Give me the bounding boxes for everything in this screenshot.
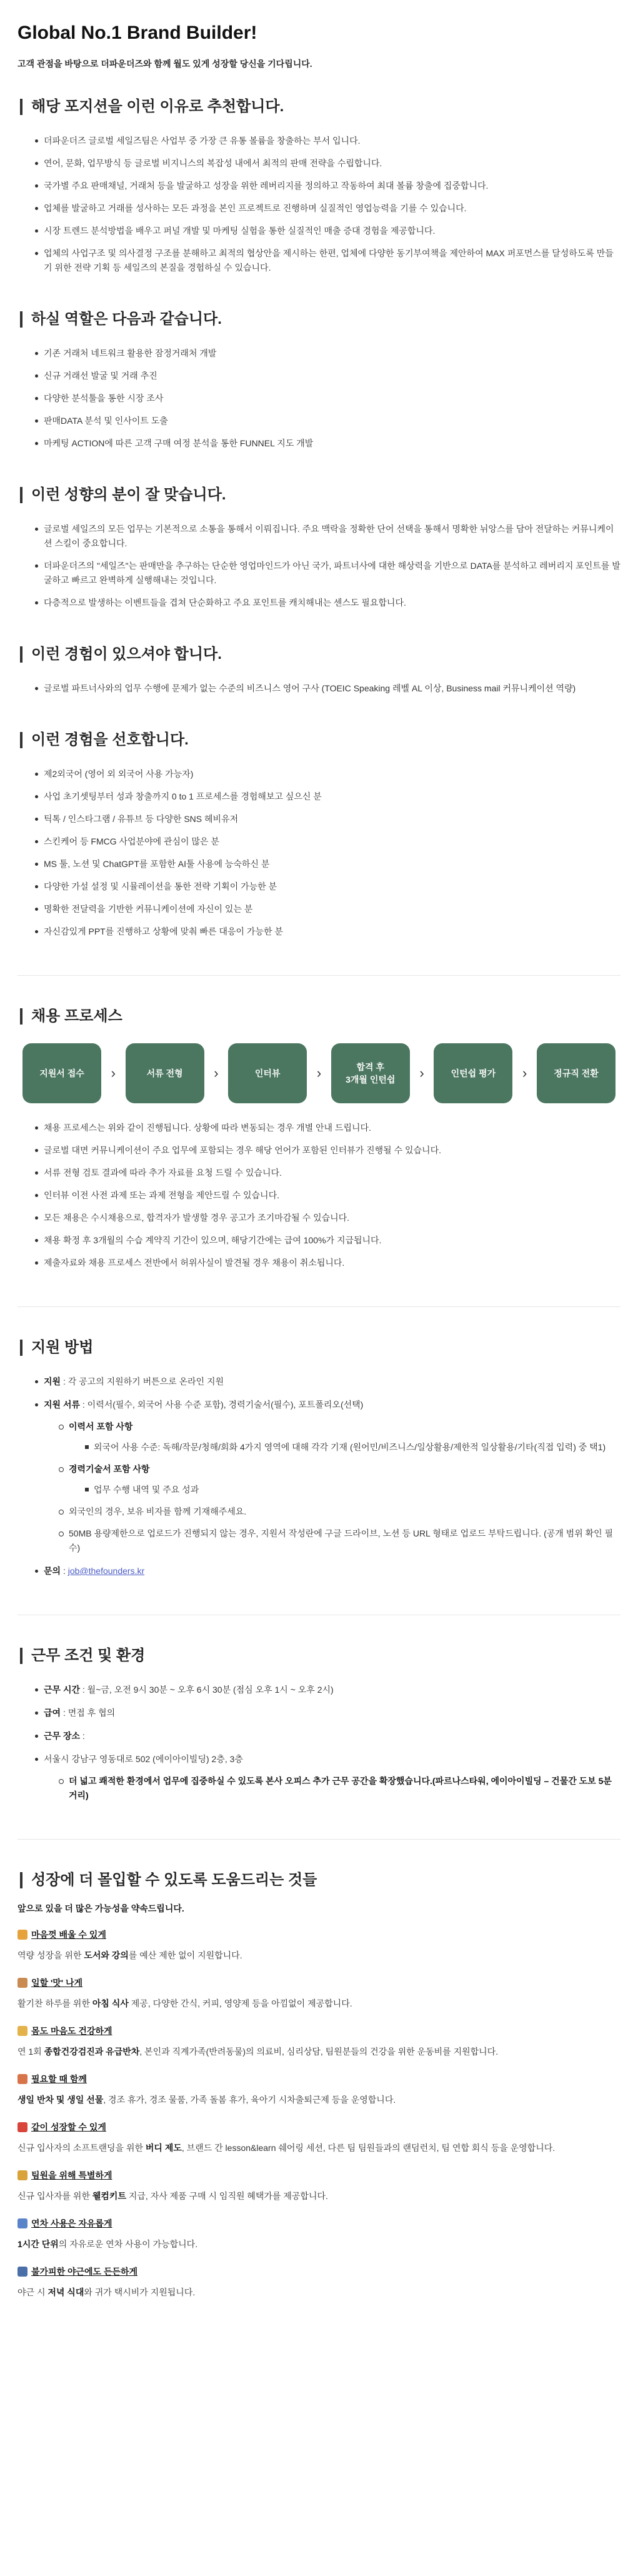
list-item: 채용 프로세스는 위와 같이 진행됩니다. 상황에 따라 변동되는 경우 개별 안내 드립니다. [35,1121,621,1135]
section-fit [17,487,621,610]
process-notes [17,1121,621,1270]
list-item: 제2외국어 (영어 외 외국어 사용 가능자) [35,767,621,781]
role-list [17,346,621,451]
benefit-description: 생일 반차 및 생일 선물, 경조 휴가, 경조 물품, 가족 돌봄 휴가, 육아기 시차출퇴근제 등을 운영합니다. [17,2095,396,2105]
chevron-right-icon: › [419,1065,424,1081]
benefit-title: 마음껏 배울 수 있게 [17,1928,621,1941]
process-step-internship: 합격 후 3개월 인턴쉽 [331,1043,410,1103]
benefit-item [17,2121,621,2155]
list-item: 다양한 분석툴을 통한 시장 조사 [35,391,621,406]
section-divider [17,1306,621,1307]
section-role [17,311,621,451]
list-item: 업체의 사업구조 및 의사결정 구조를 분해하고 최적의 협상안을 제시하는 한편, 업체에 다양한 동기부여책을 제안하여 MAX 퍼포먼스를 달성하도록 만들기 위한 전략 기획 등 세일즈의 본질을 경험하실 수 있습니다. [35,246,621,275]
benefit-item [17,2217,621,2252]
list-item: 경력기술서 포함 사항 업무 수행 내역 및 주요 성과 [59,1462,621,1497]
list-item: 글로벌 대면 커뮤니케이션이 주요 업무에 포함되는 경우 해당 언어가 포함된 인터뷰가 진행될 수 있습니다. [35,1143,621,1158]
list-item: 틱톡 / 인스타그램 / 유튜브 등 다양한 SNS 헤비유저 [35,812,621,826]
calendar-icon [17,2218,27,2228]
fist-icon [17,2026,27,2036]
list-item: 외국어 사용 수준: 독해/작문/청해/회화 4가지 영역에 대해 각각 기재 (원어민/비즈니스/일상활용/제한적 일상활용/기타(직접 입력) 중 택1) [85,1440,621,1455]
list-item: 명확한 전달력을 기반한 커뮤니케이션에 자신이 있는 분 [35,902,621,916]
process-step-apply: 지원서 접수 [22,1043,101,1103]
page-title: Global No.1 Brand Builder! [17,23,257,43]
list-item: 더파운더즈 글로벌 세일즈팀은 사업부 중 가장 큰 유통 볼륨을 창출하는 부서 입니다. [35,134,621,148]
list-item: 서류 전형 검토 결과에 따라 추가 자료를 요청 드릴 수 있습니다. [35,1166,621,1180]
benefit-title: 일할 '맛' 나게 [17,1977,621,1989]
list-item: 급여 : 면접 후 협의 [35,1706,621,1720]
list-item: 이력서 포함 사항 외국어 사용 수준: 독해/작문/청해/회화 4가지 영역에 대해 각각 기재 (원어민/비즈니스/일상활용/제한적 일상활용/기타(직접 입력) 중 택1) [59,1420,621,1455]
chevron-right-icon: › [522,1065,527,1081]
benefit-description: 야근 시 저녁 식대와 귀가 택시비가 지원됩니다. [17,2287,196,2297]
benefit-description: 신규 입사자를 위한 웰컴키트 지급, 자사 제품 구매 시 임직원 혜택가를 제공합니다. [17,2191,328,2201]
list-item: 신규 거래선 발굴 및 거래 추진 [35,369,621,383]
reason-list [17,134,621,275]
section-title: 지원 방법 [20,1340,621,1356]
section-preferred [17,732,621,939]
fit-list [17,522,621,610]
list-item: 더 넓고 쾌적한 환경에서 업무에 집중하실 수 있도록 본사 오피스 추가 근무 공간을 확장했습니다.(파르나스타워, 에이아이빌딩 – 건물간 도보 5분 거리) [59,1774,621,1803]
section-apply [17,1340,621,1578]
chevron-right-icon: › [214,1065,219,1081]
list-item: 업무 수행 내역 및 주요 성과 [85,1483,621,1497]
list-item: 다층적으로 발생하는 이벤트들을 겹쳐 단순화하고 주요 포인트를 캐치해내는 센스도 필요합니다. [35,596,621,610]
rice-icon [17,1978,27,1988]
flag-icon [17,2122,27,2132]
contact-email-link[interactable]: job@thefounders.kr [67,1566,145,1576]
list-item: 판매DATA 분석 및 인사이트 도출 [35,414,621,428]
list-item: 글로벌 파트너사와의 업무 수행에 문제가 없는 수준의 비즈니스 영어 구사 (TOEIC Speaking 레벨 AL 이상, Business mail 커뮤니케이션 역량) [35,681,621,696]
list-item: 인터뷰 이전 사전 과제 또는 과제 전형을 제안드릴 수 있습니다. [35,1188,621,1203]
section-conditions [17,1648,621,1803]
books-icon [17,1930,27,1940]
benefit-description: 1시간 단위의 자유로운 연차 사용이 가능합니다. [17,2239,198,2249]
list-item: 근무 시간 : 월~금, 오전 9시 30분 ~ 오후 6시 30분 (점심 오후 1시 ~ 오후 2시) [35,1683,621,1697]
benefit-description: 활기찬 하루를 위한 아침 식사 제공, 다양한 간식, 커피, 영양제 등을 아낌없이 제공합니다. [17,1998,352,2008]
benefit-title: 필요할 때 함께 [17,2073,621,2085]
benefit-item [17,2025,621,2059]
process-flow [22,1043,616,1103]
benefit-item [17,2073,621,2107]
list-item: 자신감있게 PPT를 진행하고 상황에 맞춰 빠른 대응이 가능한 분 [35,925,621,939]
list-item: 연어, 문화, 업무방식 등 글로벌 비지니스의 복잡성 내에서 최적의 판매 전략을 수립합니다. [35,156,621,171]
list-item: 글로벌 세일즈의 모든 업무는 기본적으로 소통을 통해서 이뤄집니다. 주요 맥락을 정확한 단어 선택을 통해서 명확한 뉘앙스를 담아 전달하는 커뮤니케이션 스킬이 중요합니다. [35,522,621,551]
preferred-list [17,767,621,939]
list-item: 국가별 주요 판매채널, 거래처 등을 발굴하고 성장을 위한 레버리지를 정의하고 작동하여 최대 볼륨 창출에 집중합니다. [35,179,621,193]
benefit-title: 연차 사용은 자유롭게 [17,2217,621,2230]
section-required [17,646,621,696]
section-title: 채용 프로세스 [20,1008,621,1025]
list-item: 근무 장소 : [35,1729,621,1743]
section-title: 해당 포지션을 이런 이유로 추천합니다. [20,99,621,115]
list-item: 지원 서류 : 이력서(필수, 외국어 사용 수준 포함), 경력기술서(필수), 포트폴리오(선택) 이력서 포함 사항 외국어 사용 수준: 독해/작문/청해/회화 4가지 영역에 대해 각각 기재 (원어민/비즈니스/일상활용/제한적 일상활용/기타(직접 입력) 중 택1) 경력기술서 포함 사항 업무 수행 내역 및 주요 성과 외국인의 경우, 보유 비자를 함께 기재해주세요. 50MB 용량제한으로 업로드가 진행되지 않는 경우, 지원서 작성란에 구글 드라이브, 노션 등 URL 형태로 업로드 부탁드립니다. (공개 범위 확인 필수) [35,1398,621,1555]
list-item: 시장 트렌드 분석방법을 배우고 퍼널 개발 및 마케팅 실험을 통한 실질적인 매출 증대 경험을 제공합니다. [35,224,621,238]
trophy-icon [17,2170,27,2180]
section-title: 이런 경험을 선호합니다. [20,732,621,748]
benefit-title: 팀원을 위해 특별하게 [17,2169,621,2182]
benefit-title: 불가피한 야근에도 든든하게 [17,2265,621,2278]
benefit-item [17,1928,621,1963]
section-title: 성장에 더 몰입할 수 있도록 도움드리는 것들 [20,1872,621,1888]
required-list [17,681,621,696]
list-item: 기존 거래처 네트워크 활용한 잠정거래처 개발 [35,346,621,361]
list-item: 지원 : 각 공고의 지원하기 버튼으로 온라인 지원 [35,1375,621,1389]
benefit-item [17,2265,621,2300]
family-icon [17,2074,27,2084]
section-title: 하실 역할은 다음과 같습니다. [20,311,621,328]
section-divider [17,1839,621,1840]
chevron-right-icon: › [316,1065,322,1081]
list-item: MS 툴, 노션 및 ChatGPT를 포함한 AI툴 사용에 능숙하신 분 [35,857,621,871]
benefit-description: 연 1회 종합건강검진과 유급반차, 본인과 직계가족(반려동물)의 의료비, 심리상담, 팀원분들의 건강을 위한 운동비를 지원합니다. [17,2047,499,2057]
section-divider [17,975,621,976]
list-item: 업체를 발굴하고 거래를 성사하는 모든 과정을 본인 프로젝트로 진행하며 실질적인 영업능력을 기를 수 있습니다. [35,201,621,216]
process-step-interview: 인터뷰 [228,1043,307,1103]
benefit-list [17,1928,621,2300]
list-item: 외국인의 경우, 보유 비자를 함께 기재해주세요. [59,1505,621,1519]
section-title: 근무 조건 및 환경 [20,1648,621,1664]
benefit-description: 역량 성장을 위한 도서와 강의를 예산 제한 없이 지원합니다. [17,1950,242,1960]
list-item: 제출자료와 채용 프로세스 전반에서 허위사실이 발견될 경우 채용이 취소됩니다. [35,1256,621,1270]
list-item: 서울시 강남구 영동대로 502 (에이아이빌딩) 2층, 3층 더 넓고 쾌적한 환경에서 업무에 집중하실 수 있도록 본사 오피스 추가 근무 공간을 확장했습니다.(파르나스타워, 에이아이빌딩 – 건물간 도보 5분 거리) [35,1752,621,1803]
list-item: 마케팅 ACTION에 따른 고객 구매 여정 분석을 통한 FUNNEL 지도 개발 [35,436,621,451]
apply-list [17,1375,621,1578]
list-item: 채용 확정 후 3개월의 수습 계약직 기간이 있으며, 해당기간에는 급여 100%가 지급됩니다. [35,1233,621,1248]
benefit-item [17,2169,621,2203]
section-title: 이런 성향의 분이 잘 맞습니다. [20,487,621,503]
list-item: 50MB 용량제한으로 업로드가 진행되지 않는 경우, 지원서 작성란에 구글 드라이브, 노션 등 URL 형태로 업로드 부탁드립니다. (공개 범위 확인 필수) [59,1526,621,1555]
list-item: 더파운더즈의 "세일즈"는 판매만을 추구하는 단순한 영업마인드가 아닌 국가, 파트너사에 대한 해상력을 기반으로 DATA를 분석하고 레버리지 포인트를 발굴하고 빠르고 완벽하게 실행해내는 것입니다. [35,559,621,588]
benefits-lead: 앞으로 있을 더 많은 가능성을 약속드립니다. [17,1903,184,1913]
docs-sublist [44,1420,621,1555]
section-process [17,1008,621,1270]
conditions-list [17,1683,621,1803]
list-item: 모든 채용은 수시채용으로, 합격자가 발생할 경우 공고가 조기마감될 수 있습니다. [35,1211,621,1225]
section-reason [17,99,621,275]
process-step-evaluation: 인턴쉽 평가 [434,1043,512,1103]
benefit-title: 몸도 마음도 건강하게 [17,2025,621,2037]
list-item: 다양한 가설 설정 및 시뮬레이션을 통한 전략 기획이 가능한 분 [35,880,621,894]
list-item: 사업 초기셋팅부터 성과 창출까지 0 to 1 프로세스를 경험해보고 싶으신 분 [35,789,621,804]
section-benefits [17,1872,621,2300]
list-item: 스킨케어 등 FMCG 사업분야에 관심이 많은 분 [35,834,621,849]
taxi-icon [17,2267,27,2277]
benefit-title: 같이 성장할 수 있게 [17,2121,621,2133]
page-subtitle: 고객 관점을 바탕으로 더파운더즈와 함께 월도 있게 성장할 당신을 기다립니다. [17,59,312,69]
benefit-description: 신규 입사자의 소프트랜딩을 위한 버디 제도, 브랜드 간 lesson&learn 쉐어링 세션, 다른 팀 팀원들과의 랜덤런치, 팀 연합 회식 등을 운영합니다. [17,2143,556,2153]
chevron-right-icon: › [111,1065,116,1081]
process-step-document: 서류 전형 [126,1043,204,1103]
process-step-fulltime: 정규직 전환 [537,1043,616,1103]
list-item: 문의 : job@thefounders.kr [35,1564,621,1578]
section-title: 이런 경험이 있으셔야 합니다. [20,646,621,663]
benefit-item [17,1977,621,2011]
